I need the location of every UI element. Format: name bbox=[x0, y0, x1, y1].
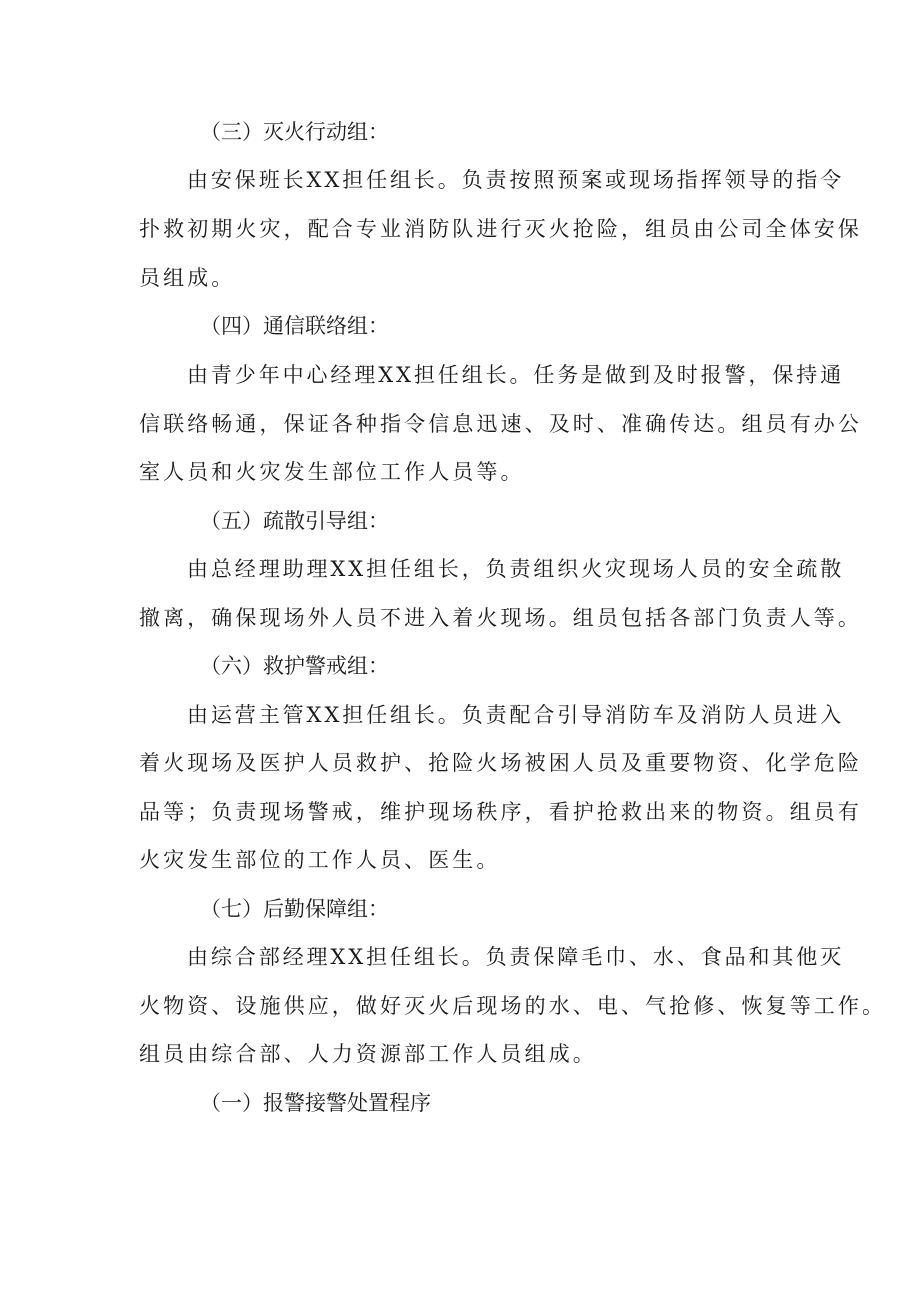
paragraph-line: 撤离，确保现场外人员不进入着火现场。组员包括各部门负责人等。 bbox=[139, 606, 862, 630]
paragraph-line: 信联络畅通，保证各种指令信息迅速、及时、准确传达。组员有办公 bbox=[139, 412, 862, 436]
section-heading: （三）灭火行动组： bbox=[200, 120, 389, 144]
paragraph-line: 火灾发生部位的工作人员、医生。 bbox=[139, 848, 501, 872]
paragraph-line: 组员由综合部、人力资源部工作人员组成。 bbox=[139, 1042, 597, 1066]
paragraph-line: 扑救初期火灾，配合专业消防队进行灭火抢险，组员由公司全体安保 bbox=[139, 217, 862, 241]
paragraph-line: 室人员和火灾发生部位工作人员等。 bbox=[139, 460, 525, 484]
paragraph-line: 由总经理助理XX担任组长，负责组织火灾现场人员的安全疏散 bbox=[187, 557, 845, 581]
paragraph-line: 由安保班长XX担任组长。负责按照预案或现场指挥领导的指令 bbox=[187, 168, 845, 192]
paragraph-line: 由青少年中心经理XX担任组长。任务是做到及时报警，保持通 bbox=[187, 363, 845, 387]
paragraph-line: 着火现场及医护人员救护、抢险火场被困人员及重要物资、化学危险 bbox=[139, 751, 862, 775]
section-heading: （四）通信联络组： bbox=[200, 314, 389, 338]
paragraph-line: 员组成。 bbox=[139, 266, 236, 290]
paragraph-line: 由运营主管XX担任组长。负责配合引导消防车及消防人员进入 bbox=[187, 703, 845, 727]
paragraph-line: 由综合部经理XX担任组长。负责保障毛巾、水、食品和其他灭 bbox=[187, 945, 845, 969]
paragraph-line: 品等；负责现场警戒，维护现场秩序，看护抢救出来的物资。组员有 bbox=[139, 800, 862, 824]
section-heading: （五）疏散引导组： bbox=[200, 509, 389, 533]
paragraph-line: 火物资、设施供应，做好灭火后现场的水、电、气抢修、恢复等工作。 bbox=[139, 994, 887, 1018]
section-heading: （一）报警接警处置程序 bbox=[200, 1091, 431, 1115]
section-heading: （六）救护警戒组： bbox=[200, 654, 389, 678]
section-heading: （七）后勤保障组： bbox=[200, 897, 389, 921]
